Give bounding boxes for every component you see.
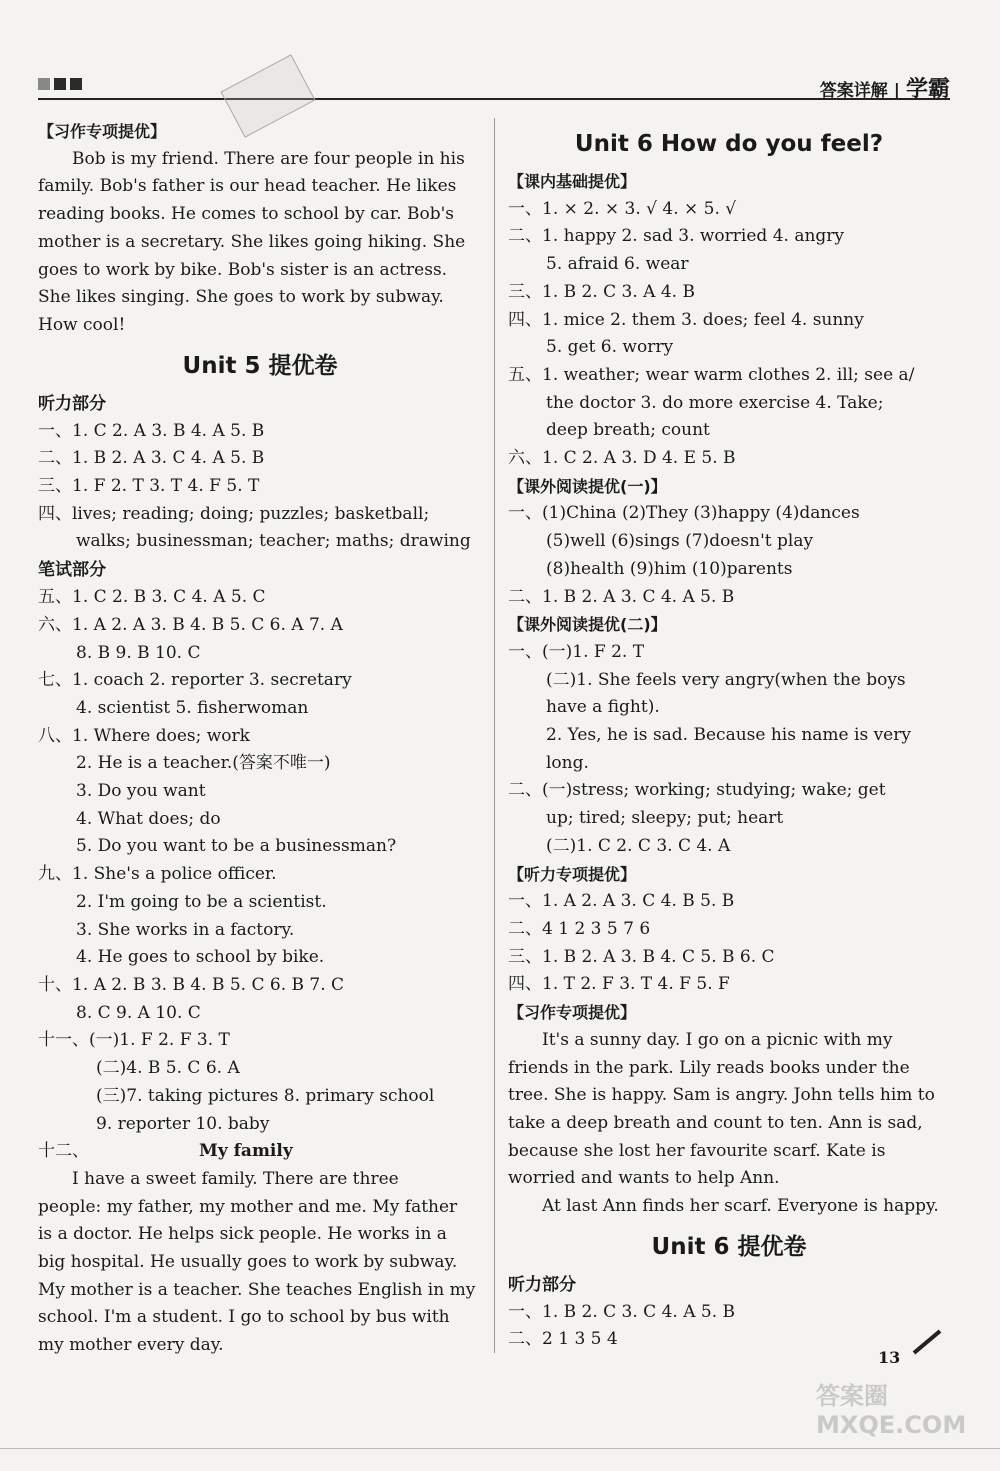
answer-line: 六、1. C 2. A 3. D 4. E 5. B [508, 448, 736, 469]
answer-line: 一、(一)1. F 2. T [508, 641, 645, 662]
answer-line: 三、1. B 2. A 3. B 4. C 5. B 6. C [508, 946, 775, 967]
answer-line: the doctor 3. do more exercise 4. Take; [546, 392, 884, 413]
answer-line: 二、2 1 3 5 4 [508, 1329, 618, 1350]
text-line: school. I'm a student. I go to school by bus with [38, 1307, 450, 1328]
answer-line: 9. reporter 10. baby [96, 1113, 270, 1134]
text-line: is a doctor. He helps sick people. He works in a [38, 1224, 447, 1245]
answer-line: 十一、(一)1. F 2. F 3. T [38, 1030, 230, 1051]
listening2-heading: 听力部分 [508, 1274, 576, 1295]
answer-line: 一、1. × 2. × 3. √ 4. × 5. √ [508, 198, 737, 219]
answer-line: 5. afraid 6. wear [546, 254, 689, 275]
answer-line: 五、1. C 2. B 3. C 4. A 5. C [38, 587, 266, 608]
text-line: goes to work by bike. Bob's sister is an actress. [38, 259, 448, 280]
header-decoration [38, 78, 82, 90]
writing-special-heading: 【习作专项提优】 [508, 1003, 637, 1023]
answer-line: 七、1. coach 2. reporter 3. secretary [38, 670, 352, 691]
left-column [38, 118, 482, 1360]
text-line: Bob is my friend. There are four people in his [72, 148, 465, 169]
header-rule [38, 98, 950, 100]
answer-line: 3. She works in a factory. [76, 919, 295, 940]
basic-heading: 【课内基础提优】 [508, 172, 637, 191]
reading2-heading: 【课外阅读提优(二)】 [508, 615, 667, 635]
answer-line: 4. He goes to school by bike. [76, 947, 325, 968]
unit6b-title: Unit 6 提优卷 [651, 1233, 807, 1260]
text-line: tree. She is happy. Sam is angry. John tells him to [508, 1085, 935, 1106]
answer-line: up; tired; sleepy; put; heart [546, 808, 784, 829]
unit6-title: Unit 6 How do you feel? [574, 131, 884, 157]
answer-line: 2. I'm going to be a scientist. [76, 891, 327, 912]
answer-line: 8. C 9. A 10. C [76, 1002, 201, 1023]
essay-title: My family [199, 1141, 293, 1162]
answer-line: 5. Do you want to be a businessman? [76, 836, 397, 857]
text-line: friends in the park. Lily reads books under the [508, 1057, 910, 1078]
answer-line: 4. scientist 5. fisherwoman [76, 697, 309, 718]
answer-line: 四、1. mice 2. them 3. does; feel 4. sunny [508, 309, 864, 330]
page-header [38, 74, 950, 100]
text-line: She likes singing. She goes to work by subway. [38, 287, 444, 308]
answer-line: 3. Do you want [76, 781, 206, 802]
text-line: big hospital. He usually goes to work by subway. [38, 1252, 458, 1273]
answer-line: 六、1. A 2. A 3. B 4. B 5. C 6. A 7. A [38, 614, 343, 635]
answer-line: 四、1. T 2. F 3. T 4. F 5. F [508, 974, 730, 995]
text-line: because she lost her favourite scarf. Kate is [508, 1140, 886, 1161]
answer-line: 8. B 9. B 10. C [76, 642, 201, 663]
answer-line: (三)7. taking pictures 8. primary school [96, 1085, 435, 1106]
answer-line: 十、1. A 2. B 3. B 4. B 5. C 6. B 7. C [38, 974, 345, 995]
answer-line: 三、1. B 2. C 3. A 4. B [508, 281, 695, 302]
text-line: mother is a secretary. She likes going hiking. She [38, 231, 466, 252]
listening2-answers [508, 1299, 950, 1354]
text-line: It's a sunny day. I go on a picnic with my [542, 1029, 893, 1050]
listening-special-heading: 【听力专项提优】 [508, 864, 637, 884]
answer-line: 5. get 6. worry [546, 337, 674, 358]
text-line: my mother every day. [38, 1335, 224, 1356]
reading1-heading: 【课外阅读提优(一)】 [508, 476, 667, 496]
answer-line: 一、1. A 2. A 3. C 4. B 5. B [508, 891, 735, 912]
answer-line: 四、lives; reading; doing; puzzles; basketball; [38, 503, 430, 524]
text-line: At last Ann finds her scarf. Everyone is happy. [542, 1196, 939, 1217]
reading2-answers [508, 639, 950, 861]
text-line: family. Bob's father is our head teacher. He likes [38, 176, 457, 197]
answer-line: 五、1. weather; wear warm clothes 2. ill; see a/ [508, 364, 915, 385]
answer-line: 三、1. F 2. T 3. T 4. F 5. T [38, 476, 260, 497]
reading1-answers [508, 500, 950, 611]
answer-line: (5)well (6)sings (7)doesn't play [546, 531, 814, 552]
bottom-rule [0, 1448, 1000, 1449]
essay-title-line [38, 1138, 482, 1166]
text-line: people: my father, my mother and me. My father [38, 1196, 458, 1217]
column-divider [494, 118, 495, 1353]
text-line: reading books. He comes to school by car. Bob's [38, 204, 455, 225]
answer-line: (二)4. B 5. C 6. A [96, 1058, 240, 1079]
answer-line: (二)1. She feels very angry(when the boys [546, 669, 906, 690]
answer-line: have a fight). [546, 697, 660, 718]
listening-continuation: walks; businessman; teacher; maths; drawing [76, 531, 471, 552]
essay-number: 十二、 [38, 1141, 89, 1162]
answer-line: 4. What does; do [76, 808, 221, 829]
answer-line: 八、1. Where does; work [38, 725, 250, 746]
answer-line: 二、(一)stress; working; studying; wake; get [508, 780, 886, 801]
basic-answers [508, 196, 950, 473]
unit5-title: Unit 5 提优卷 [182, 352, 338, 379]
right-column [508, 118, 950, 1354]
answer-line: 一、1. C 2. A 3. B 4. A 5. B [38, 420, 265, 441]
text-line: worried and wants to help Ann. [508, 1168, 780, 1189]
written-heading: 笔试部分 [38, 560, 106, 581]
answer-line: (8)health (9)him (10)parents [546, 558, 793, 579]
brand-title: 学霸 [905, 77, 950, 102]
text-line: I have a sweet family. There are three [72, 1168, 399, 1189]
text-line: How cool! [38, 314, 126, 335]
writing-heading: 【习作专项提优】 [38, 122, 167, 141]
writing-paragraph [38, 146, 482, 340]
answer-line: 二、1. happy 2. sad 3. worried 4. angry [508, 226, 845, 247]
answer-line: 二、4 1 2 3 5 7 6 [508, 918, 651, 939]
answer-line: long. [546, 752, 589, 773]
page-number: 13 [878, 1348, 901, 1367]
header-right: 答案详解 | 学霸 [819, 77, 950, 102]
listening-heading: 听力部分 [38, 393, 106, 414]
answer-line: deep breath; count [546, 420, 710, 441]
essay-paragraph [38, 1166, 482, 1360]
writing-special-paragraph [508, 1027, 950, 1221]
answer-line: 一、1. B 2. C 3. C 4. A 5. B [508, 1301, 736, 1322]
answer-line: (二)1. C 2. C 3. C 4. A [546, 835, 731, 856]
answer-line: 九、1. She's a police officer. [38, 864, 277, 885]
listening-special-answers [508, 888, 950, 999]
answer-line: 二、1. B 2. A 3. C 4. A 5. B [508, 586, 735, 607]
text-line: My mother is a teacher. She teaches English in my [38, 1279, 476, 1300]
answer-line: 2. Yes, he is sad. Because his name is very [546, 725, 911, 746]
answer-line: 一、(1)China (2)They (3)happy (4)dances [508, 503, 860, 524]
text-line: take a deep breath and count to ten. Ann is sad, [508, 1112, 923, 1133]
listening-answers [38, 418, 482, 529]
header-label: 答案详解 [819, 81, 888, 101]
answer-line: 二、1. B 2. A 3. C 4. A 5. B [38, 448, 265, 469]
answer-line: 2. He is a teacher.(答案不唯一) [76, 753, 331, 774]
written-answers [38, 584, 482, 1138]
watermark: 答案圈 MXQE.COM [816, 1382, 967, 1439]
